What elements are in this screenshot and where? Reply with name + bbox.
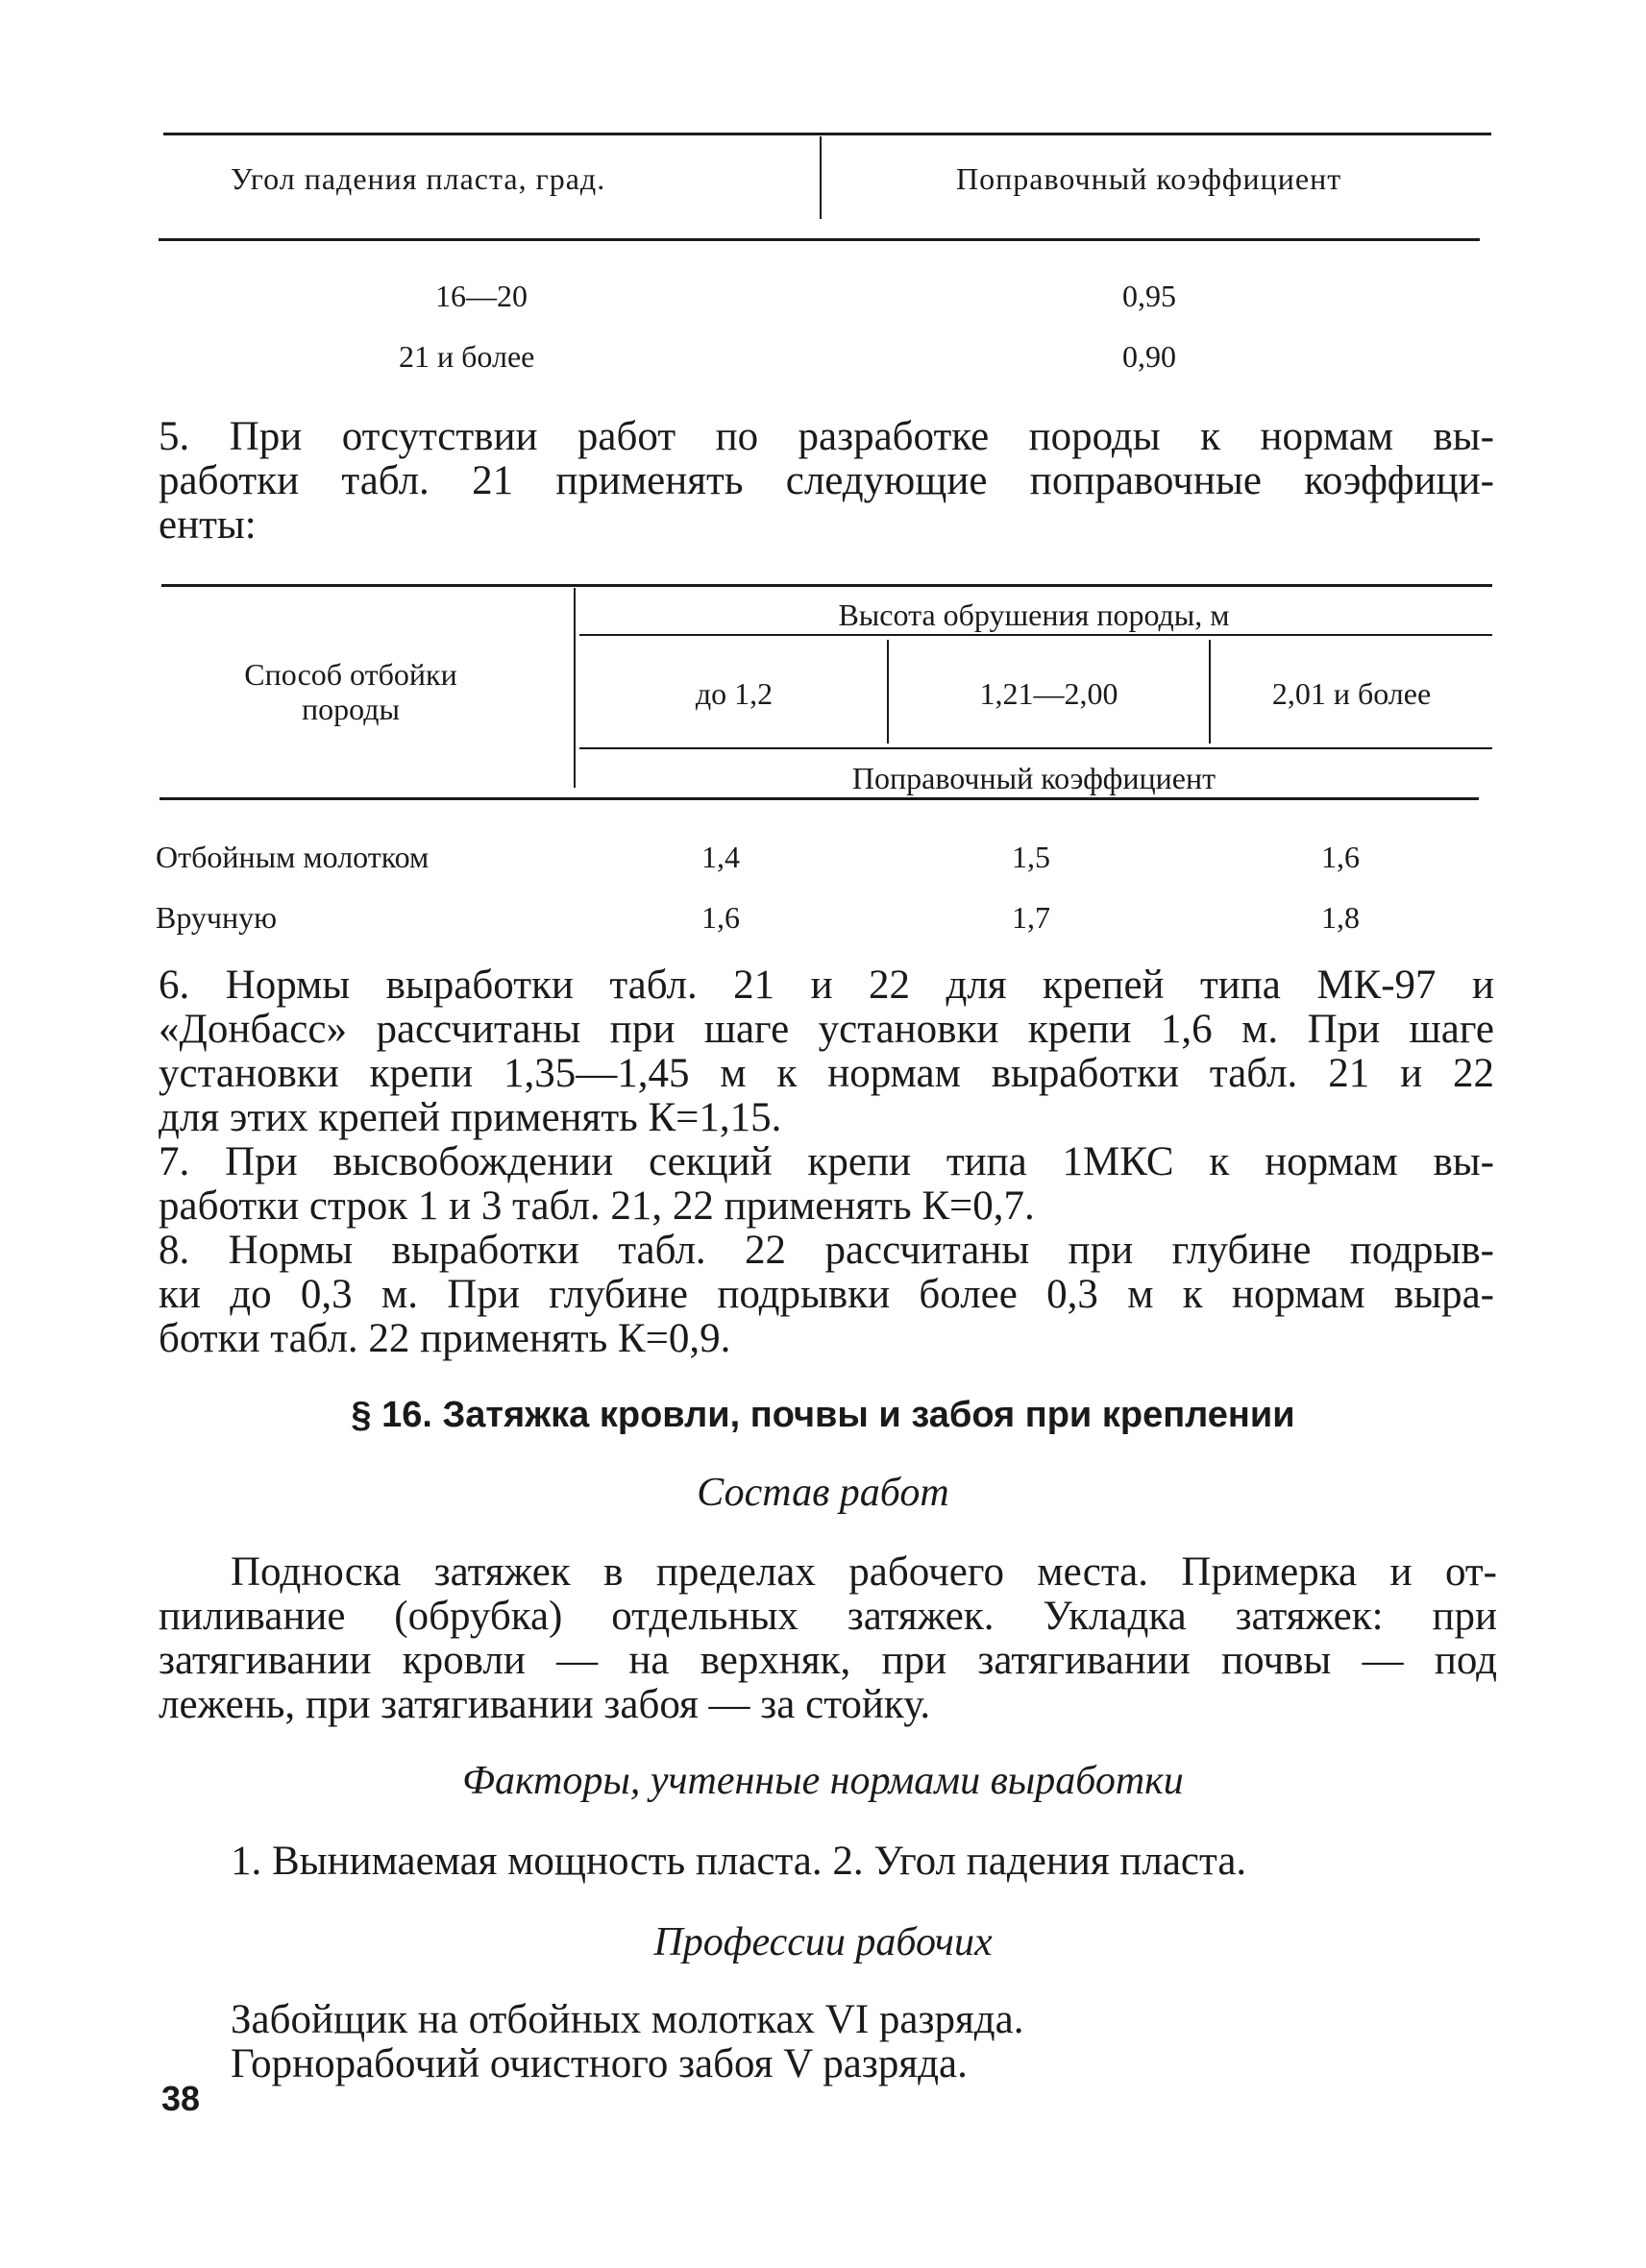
table-cell-value: 1,7	[1012, 900, 1050, 935]
profession-item: Горнорабочий очистного забоя V разряда.	[231, 2041, 968, 2086]
text-line: ки до 0,3 м. При глубине подрывки более 0,3 м к нормам выра-	[159, 1272, 1494, 1317]
text-line: установки крепи 1,35—1,45 м к нормам выработки табл. 21 и 22	[159, 1051, 1494, 1096]
text-line: работки табл. 21 применять следующие поправочные коэффици-	[159, 458, 1494, 503]
table-rule	[579, 747, 1492, 749]
table-cell-value: 1,8	[1321, 900, 1360, 935]
table-cell-angle: 16—20	[435, 279, 528, 313]
text-line: 5. При отсутствии работ по разработке породы к нормам вы-	[159, 414, 1494, 459]
table-cell-value: 1,6	[701, 900, 740, 935]
text-line: лежень, при затягивании забоя — за стойку.	[159, 1682, 931, 1727]
paragraph-7	[159, 1140, 1494, 1229]
table-cell-method: Вручную	[156, 900, 278, 935]
table-cell-method: Отбойным молотком	[156, 840, 430, 874]
table-rule	[163, 133, 1491, 135]
page-number: 38	[161, 2079, 201, 2118]
factors-text	[231, 1840, 1497, 1884]
text-line: пиливание (обрубка) отдельных затяжек. Укладка затяжек: при	[159, 1594, 1497, 1639]
composition-text	[159, 1549, 1497, 1727]
text-line: енты:	[159, 502, 257, 548]
text-line: 1. Вынимаемая мощность пласта. 2. Угол падения пласта.	[231, 1839, 1247, 1884]
table-rule	[579, 634, 1492, 636]
table-rule	[159, 238, 1480, 241]
table-cell-value: 1,4	[701, 840, 740, 874]
composition-title: Состав работ	[697, 1471, 949, 1515]
table-header-group: Высота обрушения породы, м	[838, 597, 1230, 632]
section-title: § 16. Затяжка кровли, почвы и забоя при креплении	[351, 1395, 1295, 1435]
factors-title: Факторы, учтенные нормами выработки	[462, 1759, 1184, 1803]
table-cell-coefficient: 0,90	[1122, 339, 1176, 374]
table-rule	[161, 584, 1492, 587]
text-line: Подноска затяжек в пределах рабочего места. Примерка и от-	[231, 1549, 1497, 1595]
table-cell-coefficient: 0,95	[1122, 279, 1176, 313]
professions-list	[231, 1998, 1497, 2086]
text-line: для этих крепей применять К=1,15.	[159, 1095, 782, 1140]
text-line: 7. При высвобождении секций крепи типа 1МКС к нормам вы-	[159, 1139, 1494, 1184]
profession-item: Забойщик на отбойных молотках VI разряда.	[231, 1997, 1024, 2042]
table-header-angle: Угол падения пласта, град.	[231, 161, 606, 196]
text-line: 8. Нормы выработки табл. 22 рассчитаны при глубине подрыв-	[159, 1228, 1494, 1273]
table-cell-value: 1,6	[1321, 840, 1360, 874]
table-header-coefficient: Поправочный коэффициент	[956, 161, 1342, 196]
paragraph-5	[159, 415, 1494, 548]
text-line: работки строк 1 и 3 табл. 21, 22 применять К=0,7.	[159, 1183, 1035, 1229]
table-cell-value: 1,5	[1012, 840, 1050, 874]
table-column-divider	[574, 588, 576, 788]
text-line: ботки табл. 22 применять К=0,9.	[159, 1316, 731, 1361]
table-header-method	[207, 657, 495, 726]
paragraph-8	[159, 1229, 1494, 1361]
table-header-column: до 1,2	[695, 676, 774, 711]
table-header-column: 2,01 и более	[1271, 676, 1432, 711]
professions-title: Профессии рабочих	[653, 1920, 993, 1964]
table-cell-angle: 21 и более	[399, 339, 535, 374]
paragraph-6	[159, 963, 1494, 1140]
text-line: затягивании кровли — на верхняк, при затягивании почвы — под	[159, 1638, 1497, 1683]
table-header-column: 1,21—2,00	[979, 676, 1118, 711]
table-column-divider	[820, 136, 822, 219]
table-header-method-label: Способ отбойки породы	[244, 657, 457, 726]
text-line: 6. Нормы выработки табл. 21 и 22 для крепей типа МК-97 и	[159, 963, 1494, 1008]
text-line: «Донбасс» рассчитаны при шаге установки крепи 1,6 м. При шаге	[159, 1007, 1494, 1052]
table-subheader: Поправочный коэффициент	[851, 761, 1216, 795]
table-rule	[160, 797, 1479, 800]
